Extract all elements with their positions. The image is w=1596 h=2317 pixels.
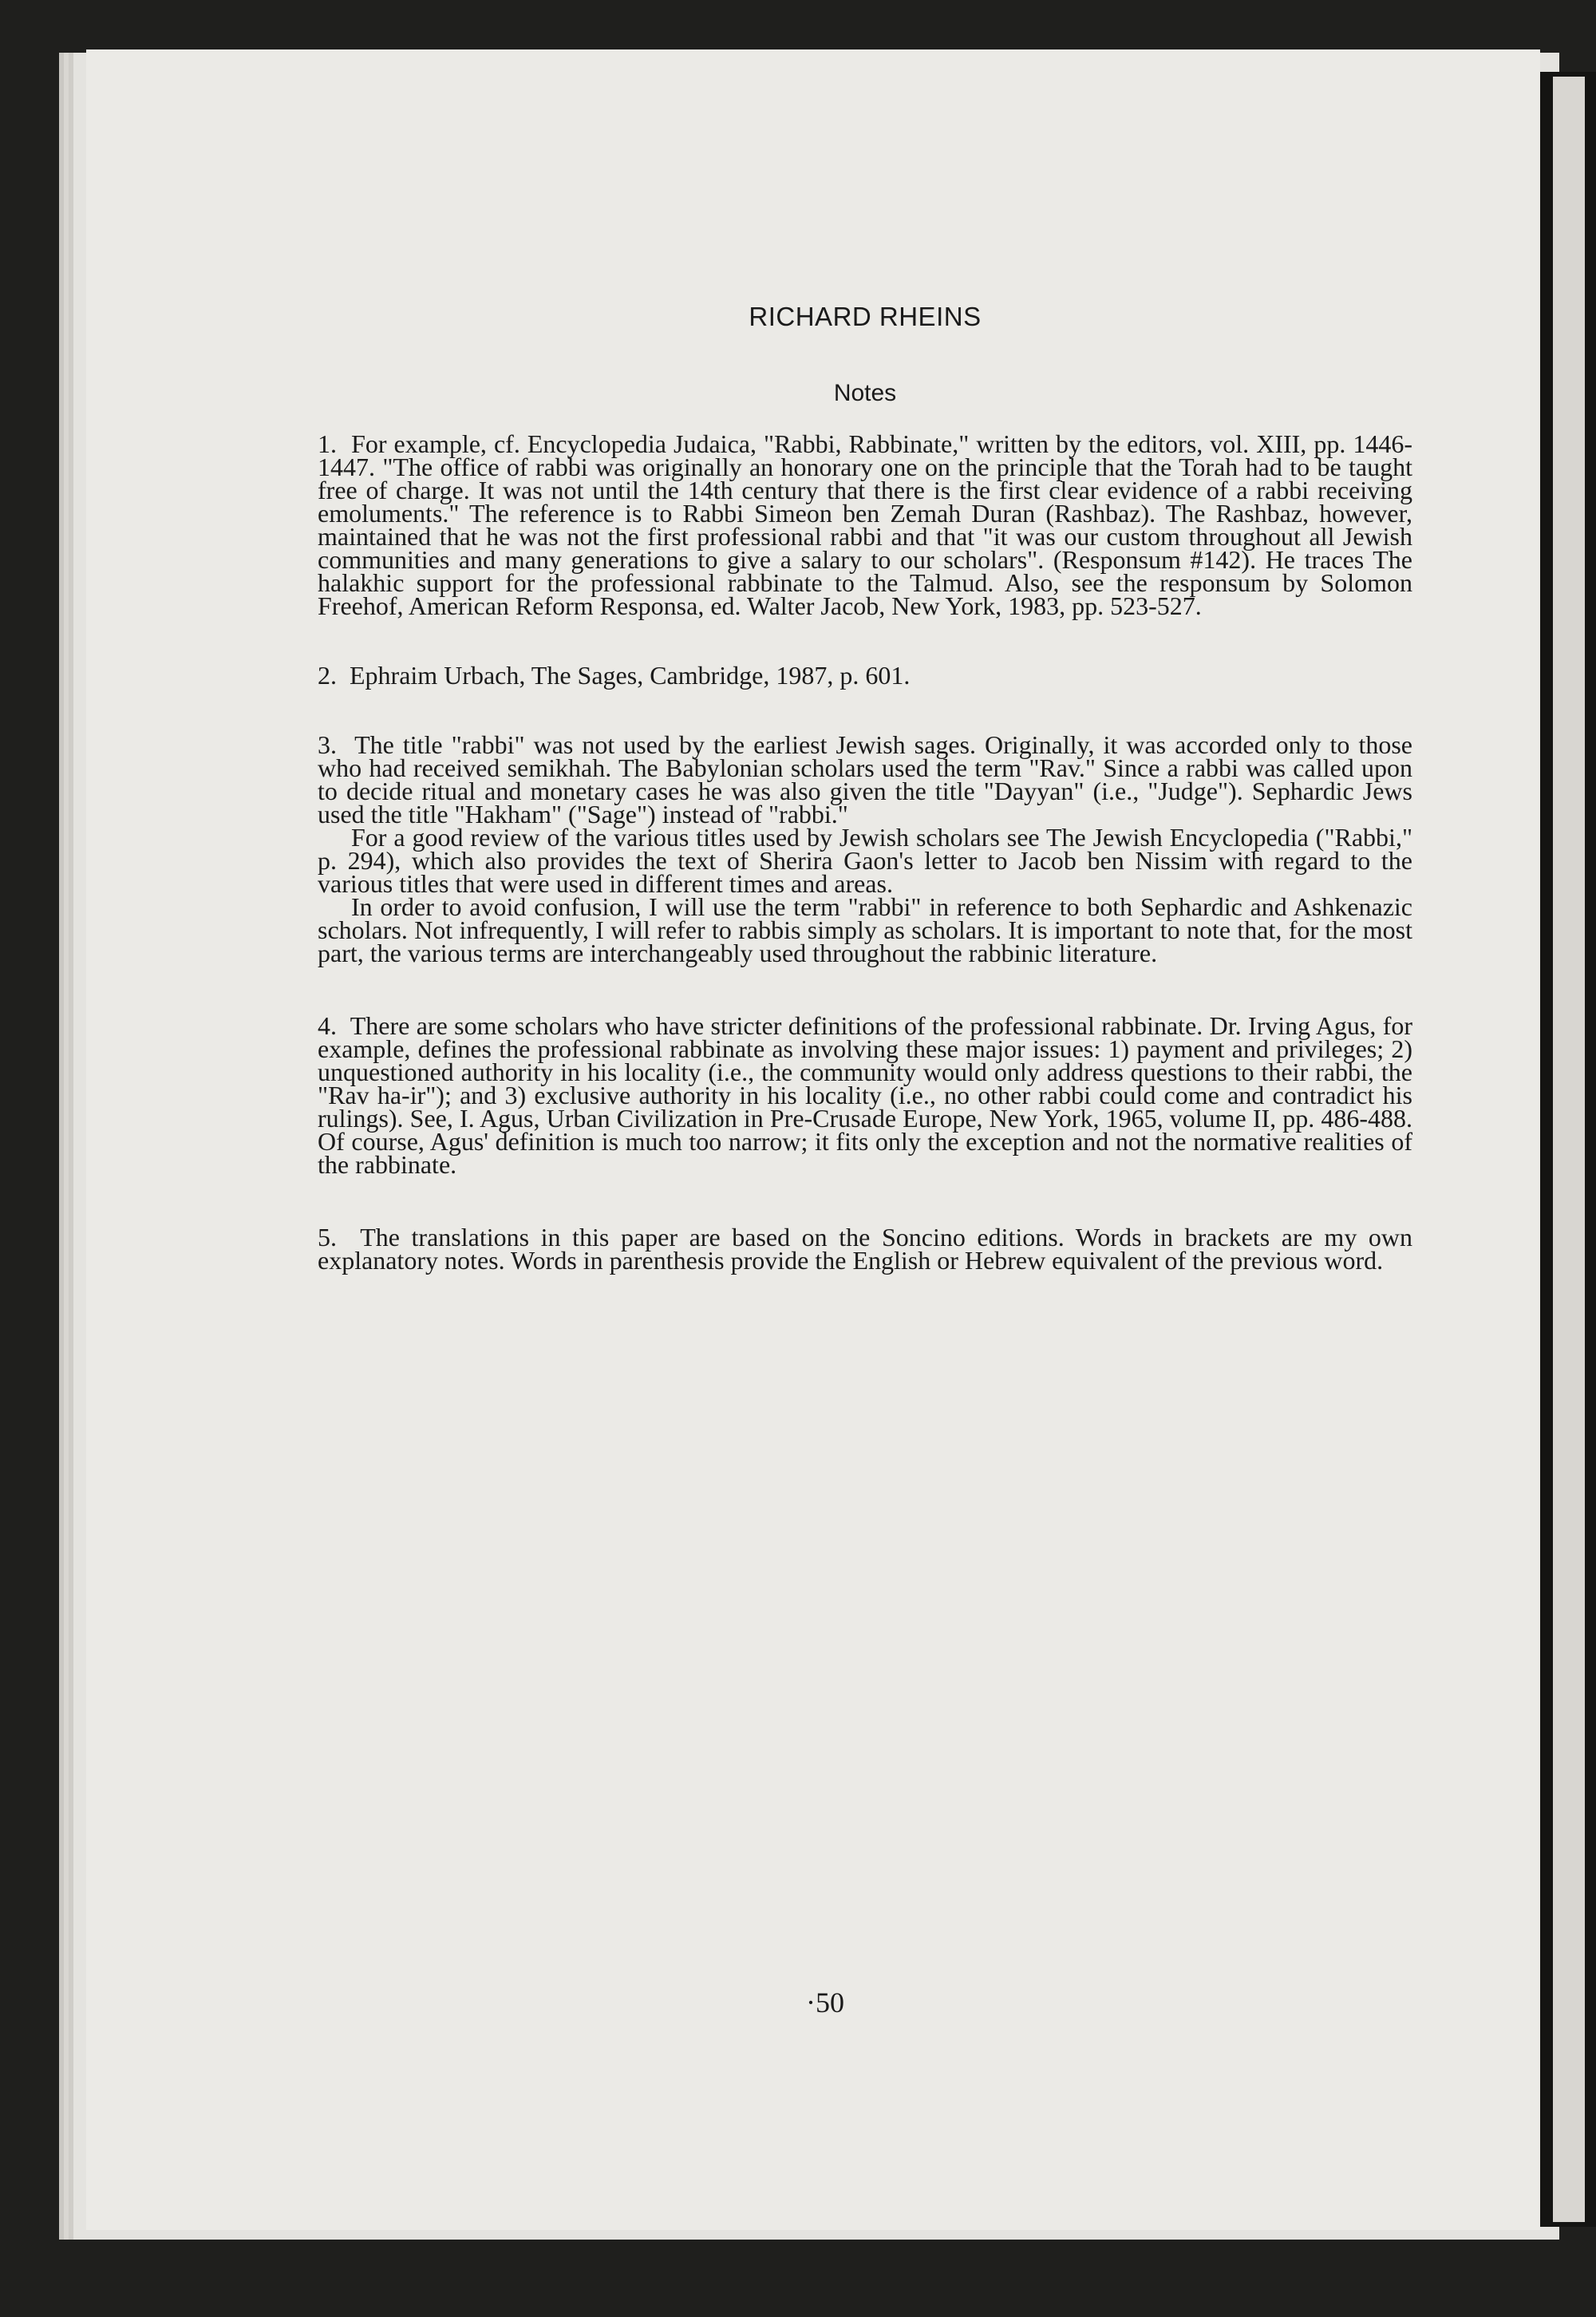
note-text: For example, cf. Encyclopedia Judaica, "Rabbi, Rabbinate," written by the editors, vol. XIII, pp. 1446-1447. "The office of rabbi was originally an honorary one on the principle that the Torah had to be taught free of charge. It was not until the 14th century that there is the first clear evidence of a rabbi receiving emoluments." The reference is to Rabbi Simeon ben Zemah Duran (Rashbaz). The Rashbaz, however, maintained that he was not the first professional rabbi and that "it was our custom throughout all Jewish communities and many generations to give a salary to our scholars". (Responsum #142). He traces The halakhic support for the professional rabbinate to the Talmud. Also, see the responsum by Solomon Freehof, American Reform Responsa, ed. Walter Jacob, New York, 1983, pp. 523-527. — [318, 429, 1413, 620]
note-number: 2. — [318, 661, 337, 690]
note-4 — [318, 1011, 1413, 1179]
note-text: Ephraim Urbach, The Sages, Cambridge, 1987, p. 601. — [350, 661, 911, 690]
note-text: There are some scholars who have stricter definitions of the professional rabbinate. Dr. Irving Agus, for example, defines the professional rabbinate as involving these major issues: 1) payment and privileges; 2) unquestioned authority in his locality (i.e., the community would only address questions to their rabbi, the "Rav ha-ir"); and 3) exclusive authority in his locality (i.e., no other rabbi could come and contradict his rulings). See, I. Agus, Urban Civilization in Pre-Crusade Europe, New York, 1965, volume II, pp. 486-488. Of course, Agus' definition is much too narrow; it fits only the exception and not the normative realities of the rabbinate. — [318, 1011, 1413, 1179]
notes-heading: Notes — [833, 380, 897, 406]
note-3 — [318, 730, 1412, 967]
note-5 — [318, 1223, 1413, 1275]
running-head: RICHARD RHEINS — [749, 302, 982, 331]
note-text: The translations in this paper are based on the Soncino editions. Words in brackets are my own explanatory notes. Words in parenthesis provide the English or Hebrew equivalent of the previous word. — [318, 1223, 1413, 1275]
note-1-paragraph — [318, 429, 1413, 620]
page-number: ·50 — [806, 1987, 844, 2018]
note-3-paragraph-3: In order to avoid confusion, I will use the term "rabbi" in reference to both Sephardic and Ashkenazic scholars. Not infrequently, I will refer to rabbis simply as scholars. It is important to note that, for the most part, the various terms are interchangeably used throughout the rabbinic literature. — [318, 892, 1412, 967]
page-content — [318, 302, 1413, 1275]
note-4-paragraph — [318, 1011, 1413, 1179]
note-5-paragraph — [318, 1223, 1413, 1275]
note-number: 3. — [318, 730, 337, 759]
note-3-paragraph-2: For a good review of the various titles used by Jewish scholars see The Jewish Encyclopedia ("Rabbi," p. 294), which also provides the text of Sherira Gaon's letter to Jacob ben Nissim with regard to the various titles that were used in different times and areas. — [318, 823, 1412, 898]
facing-page-sliver — [1553, 77, 1585, 2222]
note-3-paragraph — [318, 730, 1412, 828]
note-2 — [318, 661, 1412, 690]
note-number: 4. — [318, 1011, 337, 1040]
note-number: 5. — [318, 1223, 337, 1251]
note-number: 1. — [318, 429, 337, 458]
note-2-paragraph — [318, 661, 1412, 690]
note-1 — [318, 429, 1413, 620]
note-text: The title "rabbi" was not used by the earliest Jewish sages. Originally, it was accorded only to those who had received semikhah. The Babylonian scholars used the term "Rav." Since a rabbi was called upon to decide ritual and monetary cases he was also given the title "Dayyan" (i.e., "Judge"). Sephardic Jews used the title "Hakham" ("Sage") instead of "rabbi." — [318, 730, 1412, 828]
